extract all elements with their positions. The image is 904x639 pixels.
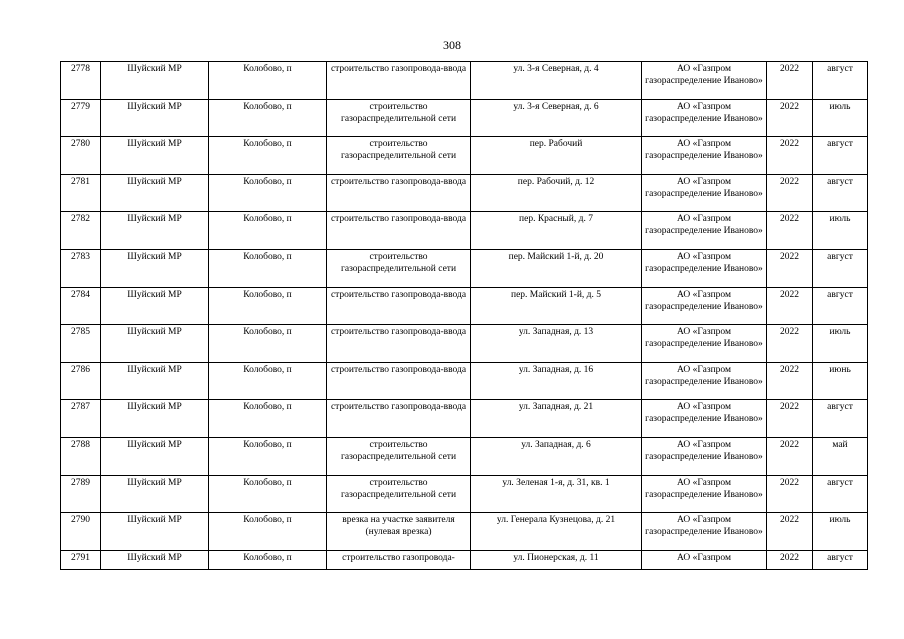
cell-settlement: Колобово, п — [209, 325, 327, 363]
table-row — [61, 513, 868, 551]
cell-month: август — [813, 400, 868, 438]
cell-year: 2022 — [767, 475, 813, 513]
cell-number: 2781 — [61, 174, 101, 212]
cell-organization: АО «Газпром газораспределение Иваново» — [642, 400, 767, 438]
cell-district: Шуйский МР — [101, 325, 209, 363]
cell-month: август — [813, 287, 868, 325]
cell-organization: АО «Газпром газораспределение Иваново» — [642, 362, 767, 400]
cell-district: Шуйский МР — [101, 99, 209, 137]
cell-settlement: Колобово, п — [209, 513, 327, 551]
cell-address: ул. Западная, д. 13 — [471, 325, 642, 363]
cell-year: 2022 — [767, 550, 813, 569]
cell-organization: АО «Газпром газораспределение Иваново» — [642, 137, 767, 175]
cell-district: Шуйский МР — [101, 362, 209, 400]
cell-month: июль — [813, 99, 868, 137]
cell-address: пер. Майский 1-й, д. 20 — [471, 249, 642, 287]
cell-district: Шуйский МР — [101, 513, 209, 551]
table-row — [61, 550, 868, 569]
cell-month: август — [813, 174, 868, 212]
cell-month: август — [813, 249, 868, 287]
cell-settlement: Колобово, п — [209, 362, 327, 400]
cell-address: пер. Майский 1-й, д. 5 — [471, 287, 642, 325]
table-row — [61, 212, 868, 250]
cell-work-type: строительство газораспределительной сети — [327, 249, 471, 287]
cell-organization: АО «Газпром газораспределение Иваново» — [642, 325, 767, 363]
cell-work-type: строительство газораспределительной сети — [327, 475, 471, 513]
cell-settlement: Колобово, п — [209, 174, 327, 212]
cell-year: 2022 — [767, 212, 813, 250]
cell-address: ул. Генерала Кузнецова, д. 21 — [471, 513, 642, 551]
cell-work-type: строительство газораспределительной сети — [327, 99, 471, 137]
table-row — [61, 400, 868, 438]
cell-month: июль — [813, 325, 868, 363]
table-row — [61, 174, 868, 212]
cell-number: 2780 — [61, 137, 101, 175]
cell-year: 2022 — [767, 362, 813, 400]
cell-month: май — [813, 437, 868, 475]
table-row — [61, 249, 868, 287]
cell-month: август — [813, 550, 868, 569]
cell-work-type: строительство газопровода-ввода — [327, 62, 471, 100]
cell-settlement: Колобово, п — [209, 62, 327, 100]
cell-address: ул. Западная, д. 6 — [471, 437, 642, 475]
cell-month: июль — [813, 212, 868, 250]
cell-district: Шуйский МР — [101, 287, 209, 325]
cell-address: ул. Западная, д. 21 — [471, 400, 642, 438]
cell-year: 2022 — [767, 325, 813, 363]
cell-work-type: строительство газопровода-ввода — [327, 400, 471, 438]
table-row — [61, 437, 868, 475]
cell-month: август — [813, 62, 868, 100]
cell-district: Шуйский МР — [101, 475, 209, 513]
cell-year: 2022 — [767, 99, 813, 137]
cell-year: 2022 — [767, 437, 813, 475]
cell-month: июнь — [813, 362, 868, 400]
cell-month: июль — [813, 513, 868, 551]
cell-address: ул. Зеленая 1-я, д. 31, кв. 1 — [471, 475, 642, 513]
cell-district: Шуйский МР — [101, 249, 209, 287]
cell-organization: АО «Газпром газораспределение Иваново» — [642, 437, 767, 475]
cell-year: 2022 — [767, 287, 813, 325]
cell-organization: АО «Газпром газораспределение Иваново» — [642, 62, 767, 100]
cell-district: Шуйский МР — [101, 174, 209, 212]
cell-settlement: Колобово, п — [209, 137, 327, 175]
cell-district: Шуйский МР — [101, 400, 209, 438]
cell-month: август — [813, 475, 868, 513]
cell-work-type: строительство газопровода-ввода — [327, 325, 471, 363]
cell-number: 2789 — [61, 475, 101, 513]
cell-number: 2779 — [61, 99, 101, 137]
cell-work-type: строительство газопровода-ввода — [327, 287, 471, 325]
cell-address: ул. 3-я Северная, д. 6 — [471, 99, 642, 137]
cell-settlement: Колобово, п — [209, 475, 327, 513]
cell-organization: АО «Газпром газораспределение Иваново» — [642, 99, 767, 137]
cell-address: пер. Рабочий — [471, 137, 642, 175]
cell-number: 2785 — [61, 325, 101, 363]
cell-address: ул. Западная, д. 16 — [471, 362, 642, 400]
cell-district: Шуйский МР — [101, 62, 209, 100]
cell-settlement: Колобово, п — [209, 99, 327, 137]
cell-year: 2022 — [767, 400, 813, 438]
cell-year: 2022 — [767, 137, 813, 175]
cell-organization: АО «Газпром газораспределение Иваново» — [642, 475, 767, 513]
cell-work-type: строительство газопровода-ввода — [327, 362, 471, 400]
cell-work-type: строительство газораспределительной сети — [327, 437, 471, 475]
cell-work-type: строительство газопровода-ввода — [327, 212, 471, 250]
cell-number: 2784 — [61, 287, 101, 325]
cell-number: 2782 — [61, 212, 101, 250]
cell-number: 2783 — [61, 249, 101, 287]
table-body — [61, 62, 868, 570]
table-row — [61, 99, 868, 137]
table-row — [61, 362, 868, 400]
cell-district: Шуйский МР — [101, 550, 209, 569]
cell-number: 2791 — [61, 550, 101, 569]
cell-work-type: строительство газораспределительной сети — [327, 137, 471, 175]
cell-month: август — [813, 137, 868, 175]
cell-settlement: Колобово, п — [209, 287, 327, 325]
cell-settlement: Колобово, п — [209, 437, 327, 475]
cell-work-type: строительство газопровода- — [327, 550, 471, 569]
cell-year: 2022 — [767, 62, 813, 100]
cell-number: 2788 — [61, 437, 101, 475]
cell-organization: АО «Газпром газораспределение Иваново» — [642, 513, 767, 551]
cell-number: 2790 — [61, 513, 101, 551]
cell-number: 2787 — [61, 400, 101, 438]
cell-year: 2022 — [767, 174, 813, 212]
cell-settlement: Колобово, п — [209, 550, 327, 569]
cell-address: ул. Пионерская, д. 11 — [471, 550, 642, 569]
table-row — [61, 287, 868, 325]
table-row — [61, 137, 868, 175]
gasification-table — [60, 61, 868, 570]
cell-work-type: врезка на участке заявителя (нулевая врезка) — [327, 513, 471, 551]
cell-number: 2786 — [61, 362, 101, 400]
cell-address: пер. Красный, д. 7 — [471, 212, 642, 250]
cell-organization: АО «Газпром — [642, 550, 767, 569]
cell-organization: АО «Газпром газораспределение Иваново» — [642, 174, 767, 212]
table-row — [61, 325, 868, 363]
table-row — [61, 62, 868, 100]
cell-settlement: Колобово, п — [209, 212, 327, 250]
cell-year: 2022 — [767, 513, 813, 551]
table-row — [61, 475, 868, 513]
cell-organization: АО «Газпром газораспределение Иваново» — [642, 249, 767, 287]
cell-district: Шуйский МР — [101, 437, 209, 475]
cell-address: пер. Рабочий, д. 12 — [471, 174, 642, 212]
page-number: 308 — [443, 38, 461, 52]
cell-settlement: Колобово, п — [209, 249, 327, 287]
cell-organization: АО «Газпром газораспределение Иваново» — [642, 212, 767, 250]
cell-district: Шуйский МР — [101, 212, 209, 250]
cell-number: 2778 — [61, 62, 101, 100]
cell-settlement: Колобово, п — [209, 400, 327, 438]
cell-work-type: строительство газопровода-ввода — [327, 174, 471, 212]
cell-district: Шуйский МР — [101, 137, 209, 175]
cell-organization: АО «Газпром газораспределение Иваново» — [642, 287, 767, 325]
cell-address: ул. 3-я Северная, д. 4 — [471, 62, 642, 100]
cell-year: 2022 — [767, 249, 813, 287]
